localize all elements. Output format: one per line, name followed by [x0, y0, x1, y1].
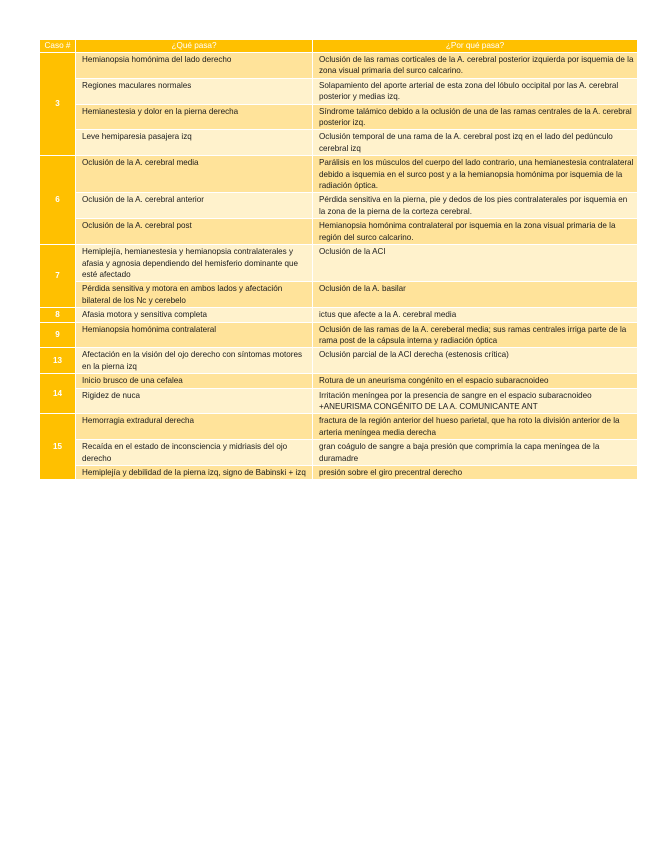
que-pasa-cell: Recaída en el estado de inconsciencia y midriasis del ojo derecho [76, 440, 313, 466]
que-pasa-cell: Afasia motora y sensitiva completa [76, 308, 313, 322]
por-que-pasa-cell: Parálisis en los músculos del cuerpo del lado contrario, una hemianestesia contralateral debido a isquemia en el surco post y a la hemianopsia homónima por isquemia de la radiación óptica. [313, 156, 638, 193]
table-row [40, 388, 638, 414]
que-pasa-cell: Inicio brusco de una cefalea [76, 374, 313, 388]
table-row [40, 466, 638, 480]
por-que-pasa-cell: Oclusión de las ramas de la A. cereberal media; sus ramas centrales irriga parte de la rama post de la cápsula interna y radiación óptica [313, 322, 638, 348]
cases-table [39, 39, 638, 480]
por-que-pasa-cell: gran coágulo de sangre a baja presión que comprimía la capa meníngea de la duramadre [313, 440, 638, 466]
que-pasa-cell: Hemiplejía y debilidad de la pierna izq, signo de Babinski + izq [76, 466, 313, 480]
table-row [40, 130, 638, 156]
table-row [40, 245, 638, 282]
header-que-pasa: ¿Qué pasa? [76, 40, 313, 53]
por-que-pasa-cell: ictus que afecte a la A. cerebral media [313, 308, 638, 322]
que-pasa-cell: Rigidez de nuca [76, 388, 313, 414]
que-pasa-cell: Hemianopsia homónima del lado derecho [76, 53, 313, 79]
table-row [40, 193, 638, 219]
table-row [40, 219, 638, 245]
table-row [40, 156, 638, 193]
que-pasa-cell: Hemianopsia homónima contralateral [76, 322, 313, 348]
por-que-pasa-cell: Irritación meníngea por la presencia de sangre en el espacio subaracnoideo +ANEURISMA CONGÉNITO DE LA A. COMUNICANTE ANT [313, 388, 638, 414]
table-row [40, 374, 638, 388]
que-pasa-cell: Pérdida sensitiva y motora en ambos lados y afectación bilateral de los Nc y cerebelo [76, 282, 313, 308]
header-por-que-pasa: ¿Por qué pasa? [313, 40, 638, 53]
table-row [40, 322, 638, 348]
table-row [40, 348, 638, 374]
que-pasa-cell: Oclusión de la A. cerebral anterior [76, 193, 313, 219]
case-number: 14 [40, 374, 76, 414]
por-que-pasa-cell: Oclusión parcial de la ACI derecha (estenosis crítica) [313, 348, 638, 374]
por-que-pasa-cell: Hemianopsia homónima contralateral por isquemia en la zona visual primaria de la región del surco calcarino. [313, 219, 638, 245]
table-row [40, 53, 638, 79]
que-pasa-cell: Oclusión de la A. cerebral post [76, 219, 313, 245]
por-que-pasa-cell: Síndrome talámico debido a la oclusión de una de las ramas centrales de la A. cerebral posterior izq. [313, 104, 638, 130]
que-pasa-cell: Hemorragia extradural derecha [76, 414, 313, 440]
case-number: 9 [40, 322, 76, 348]
case-number: 15 [40, 414, 76, 480]
que-pasa-cell: Hemiplejía, hemianestesia y hemianopsia contralaterales y afasia y agnosia dependiendo del hemisferio dominante que esté afectado [76, 245, 313, 282]
que-pasa-cell: Afectación en la visión del ojo derecho con síntomas motores en la pierna izq [76, 348, 313, 374]
table-row [40, 282, 638, 308]
por-que-pasa-cell: Oclusión de la ACI [313, 245, 638, 282]
por-que-pasa-cell: fractura de la región anterior del hueso parietal, que ha roto la división anterior de la arteria meníngea media derecha [313, 414, 638, 440]
table-row [40, 414, 638, 440]
que-pasa-cell: Oclusión de la A. cerebral media [76, 156, 313, 193]
table-row [40, 104, 638, 130]
que-pasa-cell: Leve hemiparesia pasajera izq [76, 130, 313, 156]
header-row [40, 40, 638, 53]
case-number: 13 [40, 348, 76, 374]
por-que-pasa-cell: Oclusión temporal de una rama de la A. cerebral post izq en el lado del pedúnculo cerebral izq [313, 130, 638, 156]
case-number: 8 [40, 308, 76, 322]
table-row [40, 308, 638, 322]
por-que-pasa-cell: Solapamiento del aporte arterial de esta zona del lóbulo occipital por las A. cerebral posterior y medias izq. [313, 78, 638, 104]
que-pasa-cell: Hemianestesia y dolor en la pierna derecha [76, 104, 313, 130]
que-pasa-cell: Regiones maculares normales [76, 78, 313, 104]
por-que-pasa-cell: Oclusión de las ramas corticales de la A. cerebral posterior izquierda por isquemia de la zona visual primaria del surco calcarino. [313, 53, 638, 79]
case-number: 3 [40, 53, 76, 156]
por-que-pasa-cell: Pérdida sensitiva en la pierna, pie y dedos de los pies contralaterales por isquemia en la zona de la pierna de la corteza cerebral. [313, 193, 638, 219]
table-row [40, 78, 638, 104]
case-number: 6 [40, 156, 76, 245]
por-que-pasa-cell: presión sobre el giro precentral derecho [313, 466, 638, 480]
por-que-pasa-cell: Rotura de un aneurisma congénito en el espacio subaracnoideo [313, 374, 638, 388]
case-number: 7 [40, 245, 76, 308]
table-row [40, 440, 638, 466]
por-que-pasa-cell: Oclusión de la A. basilar [313, 282, 638, 308]
header-caso: Caso # [40, 40, 76, 53]
